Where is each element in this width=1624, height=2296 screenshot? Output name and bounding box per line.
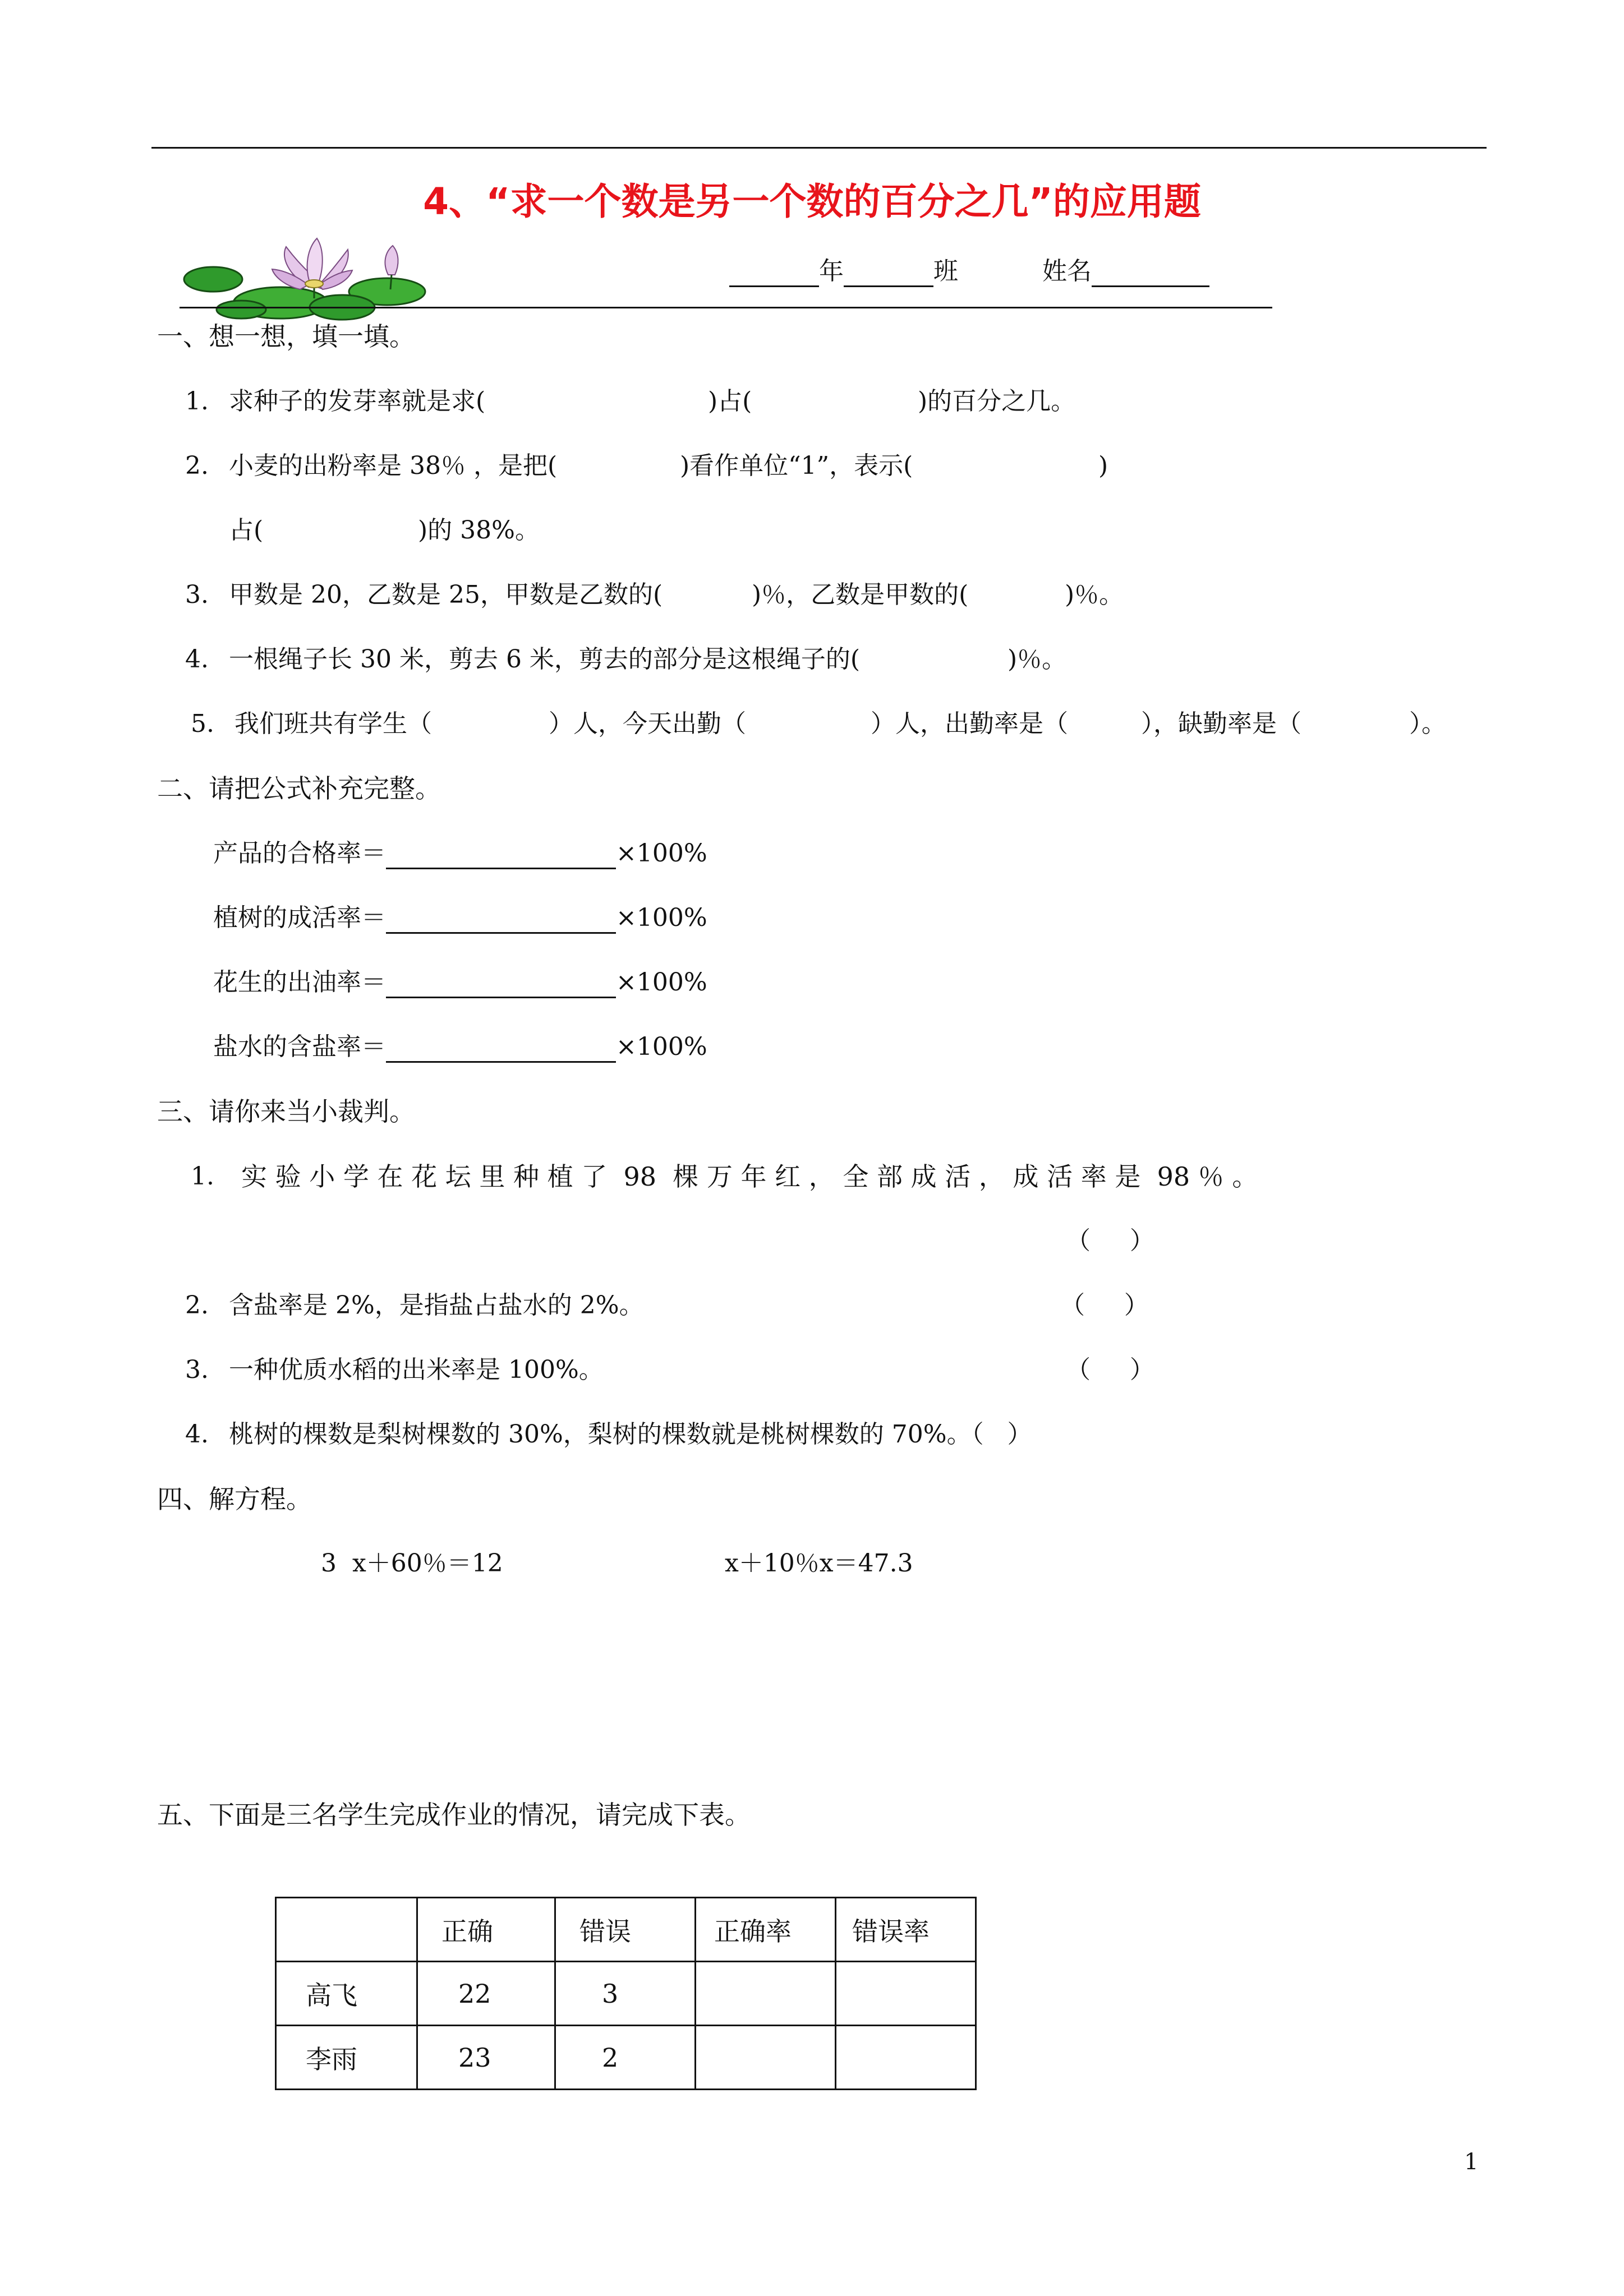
class-blank[interactable] (844, 261, 933, 287)
formula-suffix: ×100% (616, 903, 707, 932)
s1-q1-c: )的百分之几。 (918, 387, 1076, 416)
s3-q2-judge[interactable]: （ ） (1060, 1291, 1149, 1320)
table-cell-correct: 23 (417, 2026, 555, 2090)
s3-q2-num: 2. (185, 1291, 209, 1320)
s3-q1-judge[interactable]: （ ） (1066, 1227, 1154, 1255)
table-cell-correct-rate[interactable] (696, 1962, 836, 2026)
table-header-cell (276, 1898, 417, 1962)
s1-q2-c: ) (1098, 451, 1108, 480)
s3-q2-text: 含盐率是 2%，是指盐占盐水的 2%。 (229, 1291, 644, 1320)
s1-q2-a: 小麦的出粉率是 38％ ，是把( (229, 451, 558, 480)
table-header-cell: 正确率 (696, 1898, 836, 1962)
table-cell-student: 高飞 (276, 1962, 417, 2026)
table-cell-wrong-rate[interactable] (836, 1962, 976, 2026)
formula-blank[interactable] (386, 907, 616, 934)
table-header-cell: 错误率 (836, 1898, 976, 1962)
s1-q4-a: 一根绳子长 30 米，剪去 6 米，剪去的部分是这根绳子的( (229, 645, 861, 674)
table-cell-correct-rate[interactable] (696, 2026, 836, 2090)
s1-q1-num: 1. (185, 387, 209, 416)
formula-label: 盐水的含盐率＝ (213, 1032, 386, 1061)
table-cell-wrong: 2 (555, 2026, 696, 2090)
formula-suffix: ×100% (616, 1032, 707, 1061)
formula-row-1 (213, 838, 707, 869)
page-number: 1 (1464, 2149, 1479, 2175)
section2-heading: 二、请把公式补充完整。 (157, 773, 441, 804)
s1-q3-c: )％。 (1065, 580, 1124, 609)
s1-q1-b: )占( (708, 387, 752, 416)
table-header-cell: 正确 (417, 1898, 555, 1962)
equation-1: 3 x＋60％＝12 (321, 1549, 503, 1578)
s1-q5-c: ）人，出勤率是（ (871, 709, 1068, 738)
s1-q5-a: 我们班共有学生（ (234, 709, 432, 738)
section3-heading: 三、请你来当小裁判。 (157, 1096, 415, 1127)
table-header-row (276, 1898, 976, 1962)
result-table (275, 1897, 977, 2090)
formula-label: 产品的合格率＝ (213, 839, 386, 868)
table-cell-student: 李雨 (276, 2026, 417, 2090)
equation-2: x＋10％x＝47.3 (725, 1549, 913, 1578)
table-cell-wrong-rate[interactable] (836, 2026, 976, 2090)
table-cell-wrong: 3 (555, 1962, 696, 2026)
s3-q1-num: 1. (191, 1162, 214, 1191)
formula-label: 植树的成活率＝ (213, 903, 386, 932)
lotus-decoration-icon (174, 236, 438, 331)
section1-heading: 一、想一想，填一填。 (157, 321, 415, 352)
worksheet-title: 4、“求一个数是另一个数的百分之几”的应用题 (423, 180, 1201, 223)
s1-q2-num: 2. (185, 451, 209, 480)
formula-row-4 (213, 1031, 707, 1063)
student-info-line (729, 256, 1209, 287)
table-row (276, 1962, 976, 2026)
s1-q3-a: 甲数是 20，乙数是 25，甲数是乙数的( (229, 580, 663, 609)
s1-q4-num: 4. (185, 645, 209, 674)
formula-row-3 (213, 967, 707, 998)
s3-q3-judge[interactable]: （ ） (1066, 1356, 1154, 1384)
s1-q1-a: 求种子的发芽率就是求( (229, 387, 486, 416)
s1-q4-b: )％。 (1007, 645, 1067, 674)
s1-q5-e: ）。 (1409, 709, 1446, 738)
s1-q5-num: 5. (191, 709, 214, 738)
s3-q4-num: 4. (185, 1420, 209, 1449)
s3-q4-text: 桃树的棵数是梨树棵数的 30%，梨树的棵数就是桃树棵数的 70%。（ ） (229, 1420, 1032, 1449)
s1-q2-d: 占( (229, 516, 264, 545)
year-label: 年 (819, 257, 844, 285)
info-rule (180, 307, 1272, 308)
section5-heading: 五、下面是三名学生完成作业的情况，请完成下表。 (157, 1800, 751, 1830)
s3-q3-text: 一种优质水稻的出米率是 100%。 (229, 1356, 604, 1384)
s1-q5-d: ），缺勤率是（ (1141, 709, 1301, 738)
name-blank[interactable] (1092, 261, 1209, 287)
year-blank[interactable] (729, 261, 819, 287)
table-cell-correct: 22 (417, 1962, 555, 2026)
class-label: 班 (933, 257, 958, 285)
formula-label: 花生的出油率＝ (213, 968, 386, 997)
s1-q3-b: )％，乙数是甲数的( (752, 580, 969, 609)
s1-q2-e: )的 38%。 (418, 516, 540, 545)
section4-heading: 四、解方程。 (157, 1484, 312, 1514)
s3-q1-text: 实 验 小 学 在 花 坛 里 种 植 了 98 棵 万 年 红 ， 全 部 成 活 ， 成 活 率 是 98 ％ 。 (241, 1161, 1258, 1192)
formula-blank[interactable] (386, 1036, 616, 1063)
s1-q5-b: ）人，今天出勤（ (549, 709, 746, 738)
s1-q3-num: 3. (185, 580, 209, 609)
formula-blank[interactable] (386, 843, 616, 869)
name-label: 姓名 (1042, 257, 1092, 285)
top-rule (151, 147, 1487, 149)
s1-q2-b: )看作单位“1”，表示( (680, 451, 913, 480)
formula-blank[interactable] (386, 972, 616, 998)
table-header-cell: 错误 (555, 1898, 696, 1962)
formula-suffix: ×100% (616, 968, 707, 997)
s3-q3-num: 3. (185, 1356, 209, 1384)
table-row (276, 2026, 976, 2090)
formula-suffix: ×100% (616, 839, 707, 868)
formula-row-2 (213, 902, 707, 934)
